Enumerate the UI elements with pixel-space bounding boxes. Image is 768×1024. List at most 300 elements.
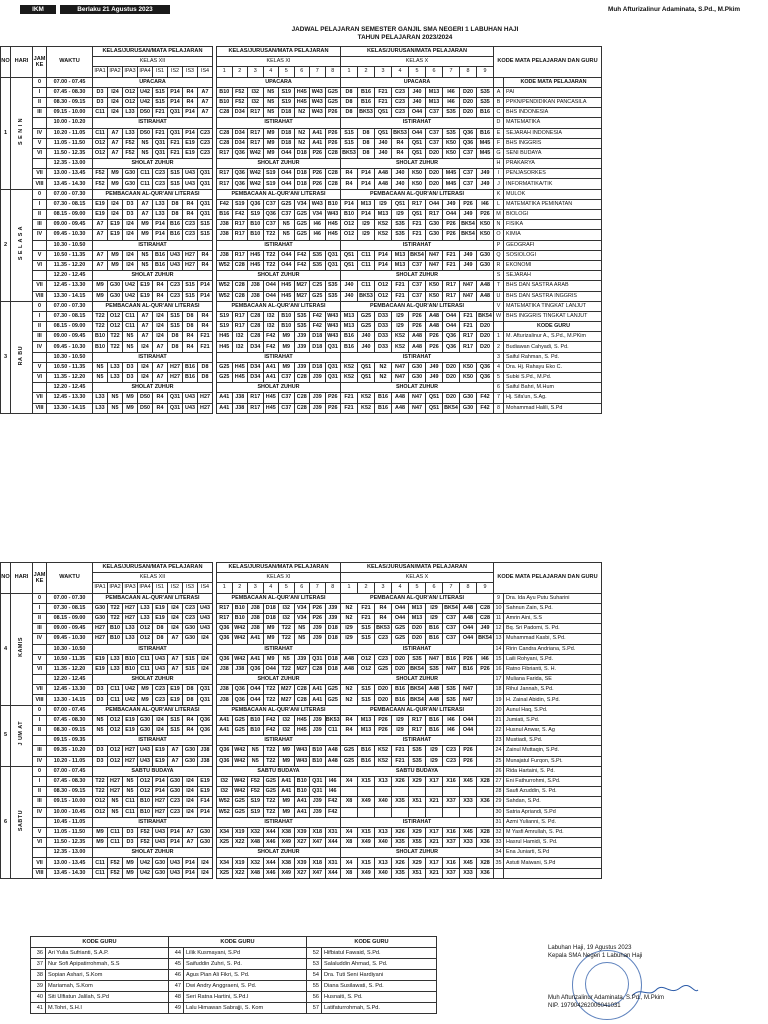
lesson-cell: N2: [375, 362, 392, 372]
lesson-cell: R4: [341, 726, 358, 736]
lesson-cell: C37: [279, 393, 295, 403]
lesson-cell: E19: [138, 291, 153, 301]
lesson-cell: F21: [443, 260, 460, 270]
title-line-2: TAHUN PELAJARAN 2023/2024: [357, 34, 453, 41]
waktu: 07.00 - 07.30: [47, 189, 93, 199]
guru-code: 45: [169, 959, 184, 970]
lesson-cell: M9: [123, 403, 138, 413]
lesson-cell: A7: [138, 311, 153, 321]
lesson-cell: S15: [358, 695, 375, 705]
lesson-cell: G30: [409, 373, 426, 383]
session-bar: SABTU BUDAYA: [217, 766, 341, 776]
guru-code: 52: [307, 948, 322, 959]
lesson-cell: Q31: [198, 169, 213, 179]
lesson-cell: P14: [183, 128, 198, 138]
lesson-cell: X22: [232, 838, 248, 848]
lesson-cell: B10: [93, 332, 108, 342]
lesson-cell: X18: [310, 858, 326, 868]
lesson-cell: N47: [426, 260, 443, 270]
lesson-cell: D34: [232, 128, 248, 138]
lesson-cell: C28: [217, 128, 233, 138]
lesson-cell: X29: [409, 858, 426, 868]
kode-letter: 30: [494, 807, 504, 817]
kode-name: Hj. Sifa'un, S.Ag.: [504, 393, 602, 403]
lesson-cell: R17: [248, 138, 264, 148]
lesson-cell: J38: [217, 220, 233, 230]
class-col-label: 9: [477, 583, 494, 593]
lesson-cell: F21: [392, 746, 409, 756]
lesson-cell: U42: [123, 281, 138, 291]
lesson-cell: U43: [153, 838, 168, 848]
class-col-label: 9: [477, 67, 494, 77]
table-row: [1, 322, 602, 332]
lesson-cell: [358, 807, 375, 817]
lesson-cell: C11: [93, 858, 108, 868]
lesson-cell: J49: [443, 199, 460, 209]
lesson-cell: T22: [279, 664, 295, 674]
session-bar: ISTIRAHAT: [93, 817, 213, 827]
lesson-cell: T22: [108, 342, 123, 352]
lesson-cell: X21: [426, 838, 443, 848]
lesson-cell: D3: [93, 746, 108, 756]
lesson-cell: R4: [153, 403, 168, 413]
lesson-cell: B16: [477, 128, 494, 138]
lesson-cell: R4: [183, 342, 198, 352]
lesson-cell: U43: [183, 403, 198, 413]
kode-header: KODE MATA PELAJARAN DAN GURU: [494, 563, 602, 594]
lesson-cell: F21: [168, 138, 183, 148]
guru-name: Salaluddin Ahmad, S. Pd.: [322, 959, 437, 970]
lesson-cell: D34: [248, 342, 264, 352]
lesson-cell: F42: [477, 393, 494, 403]
session-bar: ISTIRAHAT: [217, 736, 341, 746]
lesson-cell: F21: [460, 311, 477, 321]
lesson-cell: A48: [426, 685, 443, 695]
lesson-cell: O44: [443, 210, 460, 220]
lesson-cell: X8: [341, 838, 358, 848]
jam-ke: [33, 736, 47, 746]
lesson-cell: K52: [341, 362, 358, 372]
lesson-cell: BK53: [325, 715, 341, 725]
lesson-cell: F42: [477, 403, 494, 413]
session-bar: SHOLAT ZUHUR: [217, 675, 341, 685]
lesson-cell: S15: [183, 291, 198, 301]
session-bar: SHOLAT ZUHUR: [341, 675, 494, 685]
lesson-cell: H27: [168, 362, 183, 372]
col-hari: HARI: [11, 47, 33, 78]
lesson-cell: D18: [310, 342, 326, 352]
lesson-cell: M9: [263, 634, 279, 644]
waktu: 10.50 - 11.35: [47, 250, 93, 260]
lesson-cell: Q36: [217, 756, 233, 766]
lesson-cell: A41: [263, 373, 279, 383]
class-col-label: 1: [341, 583, 358, 593]
lesson-cell: B16: [183, 373, 198, 383]
lesson-cell: X47: [310, 838, 326, 848]
lesson-cell: I29: [375, 199, 392, 209]
lesson-cell: X51: [409, 797, 426, 807]
kode-name: Saiful Bahri, M.Hum: [504, 383, 602, 393]
lesson-cell: I29: [426, 613, 443, 623]
jam-ke: I: [33, 715, 47, 725]
lesson-cell: M9: [93, 838, 108, 848]
lesson-cell: C23: [375, 634, 392, 644]
lesson-cell: S15: [198, 220, 213, 230]
kode-letter: P: [494, 240, 504, 250]
table-row: [1, 787, 602, 797]
lesson-cell: A48: [409, 342, 426, 352]
table-row: [1, 685, 602, 695]
lesson-cell: T22: [93, 322, 108, 332]
lesson-cell: A7: [93, 220, 108, 230]
kode-name: SENI BUDAYA: [504, 148, 602, 158]
guru-code: 49: [169, 1003, 184, 1014]
jam-ke: IV: [33, 634, 47, 644]
lesson-cell: Q36: [477, 362, 494, 372]
kelas-11-label: KELAS XI: [217, 573, 341, 583]
class-col-label: 4: [392, 67, 409, 77]
lesson-cell: H27: [108, 776, 123, 786]
lesson-cell: Q36: [232, 685, 248, 695]
class-col-label: 2: [358, 67, 375, 77]
table-row: [1, 311, 602, 321]
jam-ke: I: [33, 776, 47, 786]
lesson-cell: B10: [248, 220, 264, 230]
lesson-cell: C28: [325, 169, 341, 179]
lesson-cell: C11: [138, 169, 153, 179]
table-row: [1, 695, 602, 705]
lesson-cell: N47: [460, 281, 477, 291]
kode-letter: [494, 322, 504, 332]
guru-code: 48: [169, 992, 184, 1003]
lesson-cell: D3: [123, 362, 138, 372]
lesson-cell: H45: [248, 250, 264, 260]
lesson-cell: J38: [217, 664, 233, 674]
lesson-cell: F21: [392, 291, 409, 301]
lesson-cell: I46: [443, 97, 460, 107]
lesson-cell: F21: [375, 97, 392, 107]
lesson-cell: [392, 807, 409, 817]
kode-header: KODE MATA PELAJARAN DAN GURU: [494, 47, 602, 78]
jam-ke: VIII: [33, 403, 47, 413]
kode-letter: 8: [494, 403, 504, 413]
lesson-cell: B16: [153, 260, 168, 270]
waktu: 12.45 - 13.30: [47, 281, 93, 291]
lesson-cell: T22: [263, 230, 279, 240]
lesson-cell: H45: [294, 726, 310, 736]
jam-ke: II: [33, 97, 47, 107]
lesson-cell: U43: [153, 827, 168, 837]
lesson-cell: R17: [217, 148, 233, 158]
lesson-cell: G30: [123, 179, 138, 189]
session-bar: ISTIRAHAT: [217, 644, 341, 654]
lesson-cell: F21: [460, 322, 477, 332]
lesson-cell: C11: [108, 827, 123, 837]
lesson-cell: S19: [232, 199, 248, 209]
lesson-cell: P14: [198, 807, 213, 817]
lesson-cell: R4: [341, 179, 358, 189]
kode-name: EKONOMI: [504, 260, 602, 270]
lesson-cell: W43: [310, 199, 326, 209]
lesson-cell: G30: [477, 250, 494, 260]
lesson-cell: O44: [263, 281, 279, 291]
lesson-cell: D34: [248, 362, 264, 372]
lesson-cell: G25: [310, 291, 326, 301]
lesson-cell: U43: [168, 260, 183, 270]
lesson-cell: C11: [108, 685, 123, 695]
guru-name: M.Tohri, S.H.I: [46, 1003, 169, 1014]
lesson-cell: N2: [294, 108, 310, 118]
session-bar: UPACARA: [341, 77, 494, 87]
waktu: 08.15 - 09.00: [47, 210, 93, 220]
lesson-cell: F21: [153, 128, 168, 138]
kode-letter: K: [494, 189, 504, 199]
lesson-cell: P26: [460, 746, 477, 756]
lesson-cell: D3: [123, 827, 138, 837]
lesson-cell: S35: [310, 250, 326, 260]
lesson-cell: S15: [183, 281, 198, 291]
lesson-cell: P26: [310, 603, 326, 613]
lesson-cell: C23: [198, 128, 213, 138]
jam-ke: III: [33, 220, 47, 230]
lesson-cell: X32: [248, 858, 264, 868]
lesson-cell: BK54: [460, 220, 477, 230]
lesson-cell: P26: [426, 342, 443, 352]
guru-row: [31, 959, 437, 970]
lesson-cell: B16: [358, 87, 375, 97]
kode-letter: V: [494, 301, 504, 311]
jam-ke: VII: [33, 281, 47, 291]
lesson-cell: I24: [168, 603, 183, 613]
lesson-cell: C37: [443, 613, 460, 623]
lesson-cell: D20: [392, 664, 409, 674]
lesson-cell: B16: [426, 624, 443, 634]
lesson-cell: J40: [392, 169, 409, 179]
lesson-cell: R17: [248, 128, 264, 138]
lesson-cell: P14: [198, 281, 213, 291]
lesson-cell: Q51: [409, 148, 426, 158]
kode-letter: 28: [494, 787, 504, 797]
lesson-cell: X49: [358, 868, 375, 878]
waktu: 12.45 - 13.30: [47, 393, 93, 403]
lesson-cell: A7: [153, 342, 168, 352]
lesson-cell: U42: [123, 685, 138, 695]
lesson-cell: O12: [108, 746, 123, 756]
session-bar: PEMBACAAN AL-QUR'AN/ LITERASI: [341, 189, 494, 199]
lesson-cell: W42: [232, 624, 248, 634]
lesson-cell: N5: [93, 715, 108, 725]
lesson-cell: R4: [198, 260, 213, 270]
kode-letter: 25: [494, 756, 504, 766]
session-bar: PEMBACAAN AL-QUR'AN/ LITERASI: [217, 593, 341, 603]
lesson-cell: J38: [232, 403, 248, 413]
lesson-cell: BK54: [477, 634, 494, 644]
table-row: [1, 199, 602, 209]
guru-code: 44: [169, 948, 184, 959]
lesson-cell: K52: [375, 230, 392, 240]
lesson-cell: BK53: [358, 108, 375, 118]
jam-ke: III: [33, 332, 47, 342]
lesson-cell: X28: [477, 858, 494, 868]
lesson-cell: C23: [375, 654, 392, 664]
lesson-cell: M27: [294, 281, 310, 291]
kode-name: Satria Apriandi, S.Pd: [504, 807, 602, 817]
lesson-cell: K52: [375, 220, 392, 230]
lesson-cell: Q36: [248, 199, 264, 209]
lesson-cell: C37: [443, 634, 460, 644]
kode-name: SEJARAH INDONESIA: [504, 128, 602, 138]
lesson-cell: R4: [198, 322, 213, 332]
lesson-cell: C11: [138, 664, 153, 674]
lesson-cell: M13: [392, 260, 409, 270]
lesson-cell: T22: [108, 603, 123, 613]
lesson-cell: Q36: [232, 148, 248, 158]
lesson-cell: T22: [263, 807, 279, 817]
guru-code: 41: [31, 1003, 46, 1014]
lesson-cell: B16: [392, 695, 409, 705]
lesson-cell: N2: [294, 128, 310, 138]
lesson-cell: W43: [325, 311, 341, 321]
lesson-cell: C28: [294, 393, 310, 403]
kode-letter: 19: [494, 695, 504, 705]
lesson-cell: D18: [294, 148, 310, 158]
class-col-label: IPA2: [108, 67, 123, 77]
lesson-cell: G25: [375, 664, 392, 674]
kode-letter: 13: [494, 634, 504, 644]
waktu: 07.00 - 07.30: [47, 301, 93, 311]
guru-code: 53: [307, 959, 322, 970]
kode-name: Azmi Yulianni, S. Pd.: [504, 817, 602, 827]
lesson-cell: G25: [263, 787, 279, 797]
lesson-cell: C28: [232, 291, 248, 301]
lesson-cell: D33: [375, 322, 392, 332]
lesson-cell: F42: [294, 250, 310, 260]
lesson-cell: X16: [443, 776, 460, 786]
lesson-cell: D20: [477, 332, 494, 342]
lesson-cell: N5: [263, 108, 279, 118]
header-row: [1, 563, 602, 573]
kode-name: Husnul Anwar, S. Ag: [504, 726, 602, 736]
lesson-cell: R17: [426, 210, 443, 220]
table-row: [1, 128, 602, 138]
lesson-cell: X48: [248, 868, 264, 878]
lesson-cell: C28: [217, 138, 233, 148]
session-bar: ISTIRAHAT: [217, 817, 341, 827]
lesson-cell: M9: [263, 624, 279, 634]
lesson-cell: B16: [426, 634, 443, 644]
lesson-cell: D8: [341, 97, 358, 107]
lesson-cell: D20: [409, 624, 426, 634]
class-col-label: 7: [443, 583, 460, 593]
lesson-cell: W43: [294, 756, 310, 766]
lesson-cell: A41: [310, 128, 326, 138]
lesson-cell: E19: [93, 654, 108, 664]
table-row: [1, 260, 602, 270]
lesson-cell: Q31: [325, 373, 341, 383]
jam-ke: III: [33, 108, 47, 118]
lesson-cell: G30: [108, 281, 123, 291]
lesson-cell: F42: [263, 342, 279, 352]
lesson-cell: B10: [108, 624, 123, 634]
lesson-cell: M9: [108, 169, 123, 179]
day-number: 4: [1, 593, 11, 705]
lesson-cell: D8: [358, 128, 375, 138]
session-bar: UPACARA: [93, 77, 213, 87]
lesson-cell: F21: [358, 603, 375, 613]
lesson-cell: Q31: [168, 393, 183, 403]
lesson-cell: O12: [108, 715, 123, 725]
lesson-cell: X34: [217, 827, 233, 837]
lesson-cell: X25: [217, 868, 233, 878]
lesson-cell: G25: [325, 97, 341, 107]
lesson-cell: X16: [443, 858, 460, 868]
table-row: [1, 654, 602, 664]
table-row: [1, 230, 602, 240]
lesson-cell: X33: [460, 868, 477, 878]
kode-name: Muhammad Kasbi, S.Pd.: [504, 634, 602, 644]
lesson-cell: B10: [93, 342, 108, 352]
lesson-cell: O44: [263, 291, 279, 301]
lesson-cell: M45: [477, 138, 494, 148]
lesson-cell: H45: [217, 332, 233, 342]
lesson-cell: BK54: [409, 664, 426, 674]
lesson-cell: C23: [183, 603, 198, 613]
class-col-label: 3: [375, 583, 392, 593]
lesson-cell: N47: [409, 403, 426, 413]
lesson-cell: N5: [138, 138, 153, 148]
lesson-cell: M9: [279, 797, 295, 807]
table-row: [1, 664, 602, 674]
lesson-cell: G25: [358, 322, 375, 332]
lesson-cell: P14: [358, 179, 375, 189]
kode-letter: O: [494, 230, 504, 240]
lesson-cell: O12: [93, 148, 108, 158]
lesson-cell: G30: [123, 169, 138, 179]
lesson-cell: E19: [108, 230, 123, 240]
lesson-cell: I29: [341, 624, 358, 634]
jam-ke: III: [33, 624, 47, 634]
lesson-cell: N2: [341, 613, 358, 623]
lesson-cell: C28: [294, 403, 310, 413]
kode-letter: 11: [494, 613, 504, 623]
lesson-cell: A48: [375, 169, 392, 179]
jam-ke: I: [33, 603, 47, 613]
lesson-cell: M27: [279, 695, 295, 705]
lesson-cell: E19: [93, 664, 108, 674]
class-col-label: 8: [325, 583, 341, 593]
lesson-cell: [409, 807, 426, 817]
kode-letter: 10: [494, 603, 504, 613]
lesson-cell: [375, 807, 392, 817]
day-name: [11, 77, 33, 189]
lesson-cell: J39: [310, 373, 326, 383]
lesson-cell: E19: [123, 715, 138, 725]
lesson-cell: N5: [138, 250, 153, 260]
kode-name: Subki S.Pd., M.Pd.: [504, 373, 602, 383]
lesson-cell: X44: [263, 858, 279, 868]
jam-ke: VIII: [33, 695, 47, 705]
lesson-cell: G30: [168, 776, 183, 786]
lesson-cell: D8: [358, 138, 375, 148]
lesson-cell: X29: [409, 827, 426, 837]
kode-letter: 14: [494, 644, 504, 654]
day-number: 5: [1, 705, 11, 766]
lesson-cell: A7: [153, 373, 168, 383]
lesson-cell: S15: [341, 138, 358, 148]
lesson-cell: N5: [138, 148, 153, 158]
lesson-cell: F52: [108, 868, 123, 878]
lesson-cell: H27: [123, 756, 138, 766]
